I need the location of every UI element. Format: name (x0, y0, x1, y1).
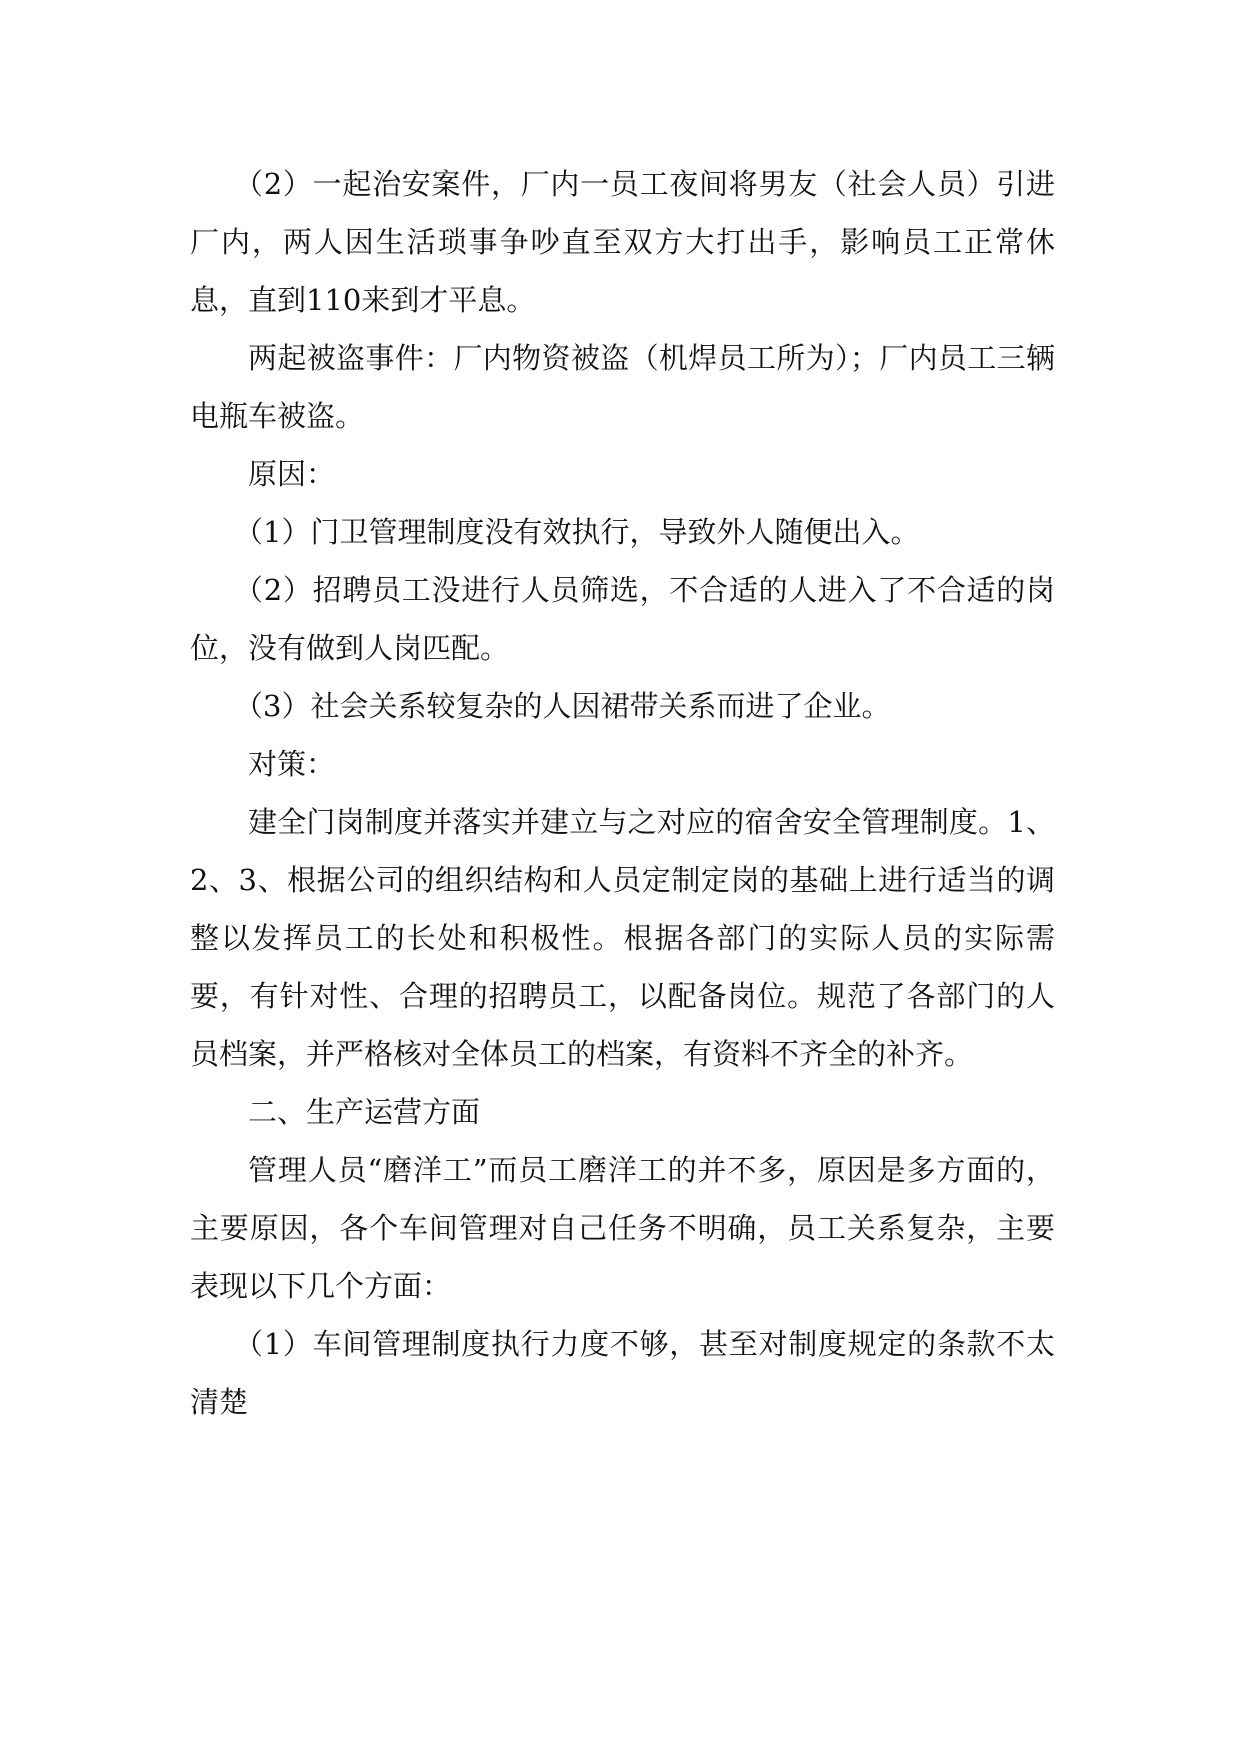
paragraph-theft-events: 两起被盗事件：厂内物资被盗（机焊员工所为）；厂内员工三辆电瓶车被盗。 (190, 341, 1055, 433)
paragraph-security-case: （2）一起治安案件，厂内一员工夜间将男友（社会人员）引进厂内，两人因生活琐事争吵直至双方大打出手，影响员工正常休息，直到110来到才平息。 (190, 167, 1055, 317)
section-heading-production: 二、生产运营方面 (248, 1095, 481, 1129)
paragraph-cause-1: （1）门卫管理制度没有效执行，导致外人随便出入。 (234, 515, 920, 549)
paragraph-cause-2: （2）招聘员工没进行人员筛选，不合适的人进入了不合适的岗位，没有做到人岗匹配。 (190, 573, 1055, 665)
paragraph-measures-body: 建全门岗制度并落实并建立与之对应的宿舍安全管理制度。1、2、3、根据公司的组织结构和人员定制定岗的基础上进行适当的调整以发挥员工的长处和积极性。根据各部门的实际人员的实际需要，有针对性、合理的招聘员工，以配备岗位。规范了各部门的人员档案，并严格核对全体员工的档案，有资料不齐全的补齐。 (190, 805, 1055, 1071)
paragraph-production-point-1: （1）车间管理制度执行力度不够，甚至对制度规定的条款不太清楚 (190, 1327, 1055, 1419)
document-body (190, 155, 1055, 1431)
paragraph-production-intro: 管理人员“磨洋工”而员工磨洋工的并不多，原因是多方面的，主要原因，各个车间管理对自己任务不明确，员工关系复杂，主要表现以下几个方面： (190, 1153, 1055, 1303)
paragraph-measures-heading: 对策： (248, 747, 336, 781)
paragraph-cause-3: （3）社会关系较复杂的人因裙带关系而进了企业。 (234, 689, 891, 723)
paragraph-causes-heading: 原因： (248, 457, 336, 491)
